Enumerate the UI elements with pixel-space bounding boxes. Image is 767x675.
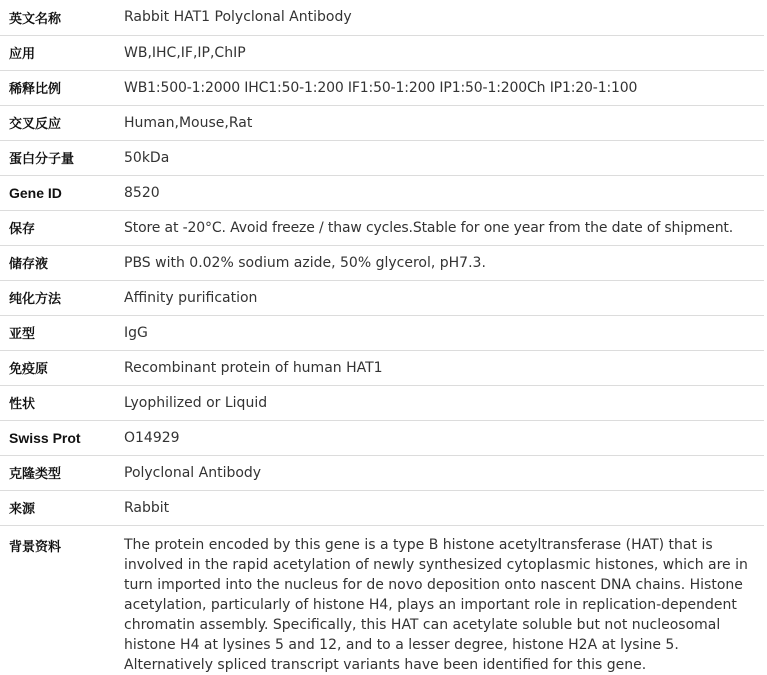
- spec-row-english-name: [0, 0, 764, 35]
- spec-label: 应用: [0, 35, 123, 70]
- spec-value: WB,IHC,IF,IP,ChIP: [123, 35, 764, 70]
- spec-value: IgG: [123, 315, 764, 350]
- spec-background-text: The protein encoded by this gene is a type B histone acetyltransferase (HAT) that is involved in the rapid acetylation of newly synthesized cytoplasmic histones, which are in turn imported into the nucleus for de novo deposition onto nascent DNA chains. Histone acetylation, particularly of histone H4, plays an important role in replication-dependent chromatin assembly. Specifically, this HAT can acetylate soluble but not nucleosomal histone H4 at lysines 5 and 12, and to a lesser degree, histone H2A at lysine 5. Alternatively spliced transcript variants have been identified for this gene.: [124, 536, 748, 673]
- spec-value: Recombinant protein of human HAT1: [123, 350, 764, 385]
- spec-value: 50kDa: [123, 140, 764, 175]
- spec-value: Store at -20°C. Avoid freeze / thaw cycles.Stable for one year from the date of shipment.: [123, 210, 764, 245]
- spec-row-molecular-weight: [0, 140, 764, 175]
- spec-row-host: [0, 490, 764, 525]
- spec-label: 纯化方法: [0, 280, 123, 315]
- spec-label: 免疫原: [0, 350, 123, 385]
- spec-label: 背景资料: [9, 539, 62, 555]
- spec-row-clonality: [0, 455, 764, 490]
- spec-value: Human,Mouse,Rat: [123, 105, 764, 140]
- spec-row-form: [0, 385, 764, 420]
- spec-value: Rabbit HAT1 Polyclonal Antibody: [123, 0, 764, 35]
- spec-value: Rabbit: [123, 490, 764, 525]
- spec-label: Gene ID: [0, 175, 123, 210]
- spec-value: Polyclonal Antibody: [123, 455, 764, 490]
- spec-label: 英文名称: [0, 0, 123, 35]
- spec-label: 蛋白分子量: [0, 140, 123, 175]
- spec-value: PBS with 0.02% sodium azide, 50% glycerol, pH7.3.: [123, 245, 764, 280]
- spec-label: 储存液: [0, 245, 123, 280]
- spec-row-dilution: [0, 70, 764, 105]
- spec-value: O14929: [123, 420, 764, 455]
- spec-row-buffer: [0, 245, 764, 280]
- spec-row-gene-id: [0, 175, 764, 210]
- spec-label: 性状: [0, 385, 123, 420]
- spec-value: WB1:500-1:2000 IHC1:50-1:200 IF1:50-1:200 IP1:50-1:200Ch IP1:20-1:100: [123, 70, 764, 105]
- spec-label: 克隆类型: [0, 455, 123, 490]
- spec-label: 亚型: [0, 315, 123, 350]
- spec-row-immunogen: [0, 350, 764, 385]
- spec-label: 保存: [0, 210, 123, 245]
- spec-row-purification: [0, 280, 764, 315]
- spec-row-swiss-prot: [0, 420, 764, 455]
- spec-row-storage: [0, 210, 764, 245]
- spec-row-application: [0, 35, 764, 70]
- spec-label: Swiss Prot: [0, 420, 123, 455]
- spec-row-isotype: [0, 315, 764, 350]
- spec-row-background: [0, 525, 764, 675]
- spec-row-reactivity: [0, 105, 764, 140]
- spec-label: 来源: [0, 490, 123, 525]
- spec-value: Lyophilized or Liquid: [123, 385, 764, 420]
- spec-value: Affinity purification: [123, 280, 764, 315]
- spec-label: 交叉反应: [0, 105, 123, 140]
- spec-label: 稀释比例: [0, 70, 123, 105]
- spec-value: 8520: [123, 175, 764, 210]
